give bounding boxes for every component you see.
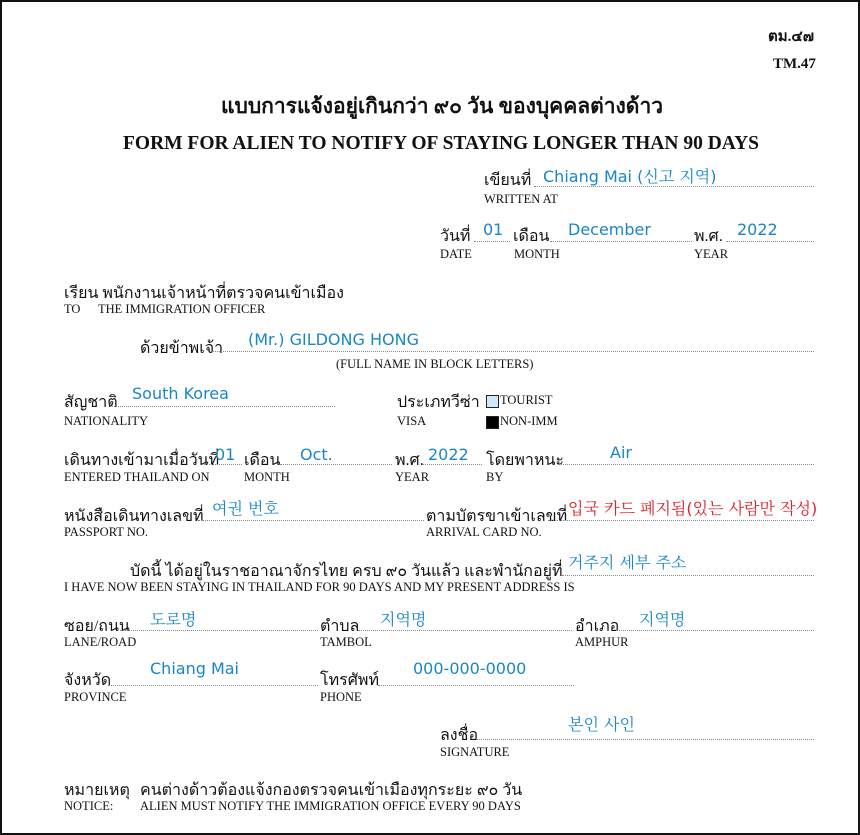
- date-label-th: วันที่: [440, 228, 471, 245]
- lane-road-line: [120, 630, 318, 631]
- address-statement-english: I HAVE NOW BEEN STAYING IN THAILAND FOR 90 DAYS AND MY PRESENT ADDRESS IS: [64, 580, 575, 594]
- address-field[interactable]: 거주지 세부 주소: [568, 553, 687, 572]
- full-name-field[interactable]: (Mr.) GILDONG HONG: [248, 330, 419, 349]
- entry-month-line: [280, 464, 392, 465]
- entry-by-field[interactable]: Air: [610, 443, 632, 462]
- phone-label-th: โทรศัพท์: [320, 672, 379, 689]
- lane-road-label-en: LANE/ROAD: [64, 635, 137, 649]
- date-month-field[interactable]: December: [568, 220, 651, 239]
- arrival-card-field[interactable]: 입국 카드 폐지됨(있는 사람만 작성): [568, 499, 818, 518]
- entry-year-label-th: พ.ศ.: [395, 452, 424, 469]
- visa-tourist-label: TOURIST: [500, 393, 553, 407]
- addressee-thai: เรียน พนักงานเจ้าหน้าที่ตรวจคนเข้าเมือง: [64, 285, 344, 302]
- signature-field[interactable]: 본인 사인: [568, 715, 635, 734]
- province-label-th: จังหวัด: [64, 672, 112, 689]
- arrival-card-label-en: ARRIVAL CARD NO.: [426, 525, 542, 539]
- entry-date-line: [204, 464, 242, 465]
- visa-label-en: VISA: [397, 414, 427, 428]
- entry-by-line: [558, 464, 814, 465]
- passport-line: [198, 520, 424, 521]
- signature-line: [476, 739, 814, 740]
- nationality-field[interactable]: South Korea: [132, 384, 229, 403]
- form-code-thai: ตม.๔๗: [768, 29, 815, 45]
- written-at-field[interactable]: Chiang Mai (신고 지역): [543, 167, 717, 186]
- passport-label-th: หนังสือเดินทางเลขที่: [64, 508, 204, 525]
- visa-nonimm-label: NON-IMM: [500, 414, 558, 428]
- notice-label-en: NOTICE:: [64, 799, 114, 813]
- province-field[interactable]: Chiang Mai: [150, 659, 239, 678]
- amphur-line: [616, 630, 814, 631]
- nationality-label-en: NATIONALITY: [64, 414, 149, 428]
- title-english: FORM FOR ALIEN TO NOTIFY OF STAYING LONGER THAN 90 DAYS: [122, 133, 760, 154]
- full-name-label-en: (FULL NAME IN BLOCK LETTERS): [336, 357, 534, 371]
- entry-date-label-th: เดินทางเข้ามาเมื่อวันที่: [64, 452, 220, 469]
- amphur-field[interactable]: 지역명: [639, 610, 686, 629]
- tambol-field[interactable]: 지역명: [380, 610, 427, 629]
- year-label-en: YEAR: [694, 247, 729, 261]
- entry-by-label-th: โดยพาหนะ: [486, 452, 564, 469]
- entry-month-label-th: เดือน: [244, 452, 281, 469]
- amphur-label-th: อำเภอ: [575, 618, 620, 635]
- year-label-th: พ.ศ.: [694, 228, 723, 245]
- date-year-line: [726, 241, 814, 242]
- phone-line: [378, 685, 574, 686]
- notice-label-th: หมายเหตุ: [64, 782, 130, 799]
- entry-year-field[interactable]: 2022: [428, 445, 469, 464]
- tambol-label-en: TAMBOL: [320, 635, 372, 649]
- province-label-en: PROVINCE: [64, 690, 127, 704]
- lane-road-field[interactable]: 도로명: [150, 610, 197, 629]
- entry-date-field[interactable]: 01: [215, 445, 236, 464]
- phone-label-en: PHONE: [320, 690, 362, 704]
- tambol-label-th: ตำบล: [320, 618, 360, 635]
- visa-label-th: ประเภทวีซ่า: [397, 394, 480, 411]
- phone-field[interactable]: 000-000-0000: [413, 659, 527, 678]
- addressee-to: TO: [64, 302, 81, 316]
- written-at-label-en: WRITTEN AT: [484, 192, 558, 206]
- entry-month-label-en: MONTH: [244, 470, 290, 484]
- month-label-en: MONTH: [514, 247, 560, 261]
- lane-road-label-th: ซอย/ถนน: [64, 618, 130, 635]
- nationality-line: [110, 406, 335, 407]
- full-name-line: [212, 351, 814, 352]
- passport-label-en: PASSPORT NO.: [64, 525, 149, 539]
- entry-year-label-en: YEAR: [395, 470, 430, 484]
- address-statement-thai: บัดนี้ ได้อยู่ในราชอาณาจักรไทย ครบ ๙๐ วันแล้ว และพำนักอยู่ที่: [130, 563, 563, 580]
- address-line: [562, 575, 814, 576]
- province-line: [108, 685, 318, 686]
- title-thai: แบบการแจ้งอยู่เกินกว่า ๙๐ วัน ของบุคคลต่างด้าว: [220, 94, 664, 118]
- passport-field[interactable]: 여권 번호: [212, 499, 279, 518]
- entry-month-field[interactable]: Oct.: [300, 445, 333, 464]
- nationality-label-th: สัญชาติ: [64, 394, 118, 411]
- entry-year-line: [422, 464, 482, 465]
- addressee-english: THE IMMIGRATION OFFICER: [98, 302, 266, 316]
- date-day-line: [474, 241, 510, 242]
- amphur-label-en: AMPHUR: [575, 635, 629, 649]
- tambol-line: [358, 630, 572, 631]
- signature-label-th: ลงชื่อ: [440, 727, 479, 744]
- date-month-line: [550, 241, 692, 242]
- notice-text-th: คนต่างด้าวต้องแจ้งกองตรวจคนเข้าเมืองทุกระยะ ๙๐ วัน: [140, 782, 523, 799]
- visa-nonimm-checkbox[interactable]: [486, 416, 499, 429]
- date-label-en: DATE: [440, 247, 472, 261]
- written-at-label-th: เขียนที่: [484, 172, 532, 189]
- full-name-label-th: ด้วยข้าพเจ้า: [140, 340, 224, 357]
- arrival-card-line: [548, 520, 814, 521]
- signature-label-en: SIGNATURE: [440, 745, 510, 759]
- date-year-field[interactable]: 2022: [737, 220, 778, 239]
- date-day-field[interactable]: 01: [483, 220, 504, 239]
- notice-text-en: ALIEN MUST NOTIFY THE IMMIGRATION OFFICE EVERY 90 DAYS: [140, 799, 521, 813]
- form-code-english: TM.47: [773, 56, 816, 72]
- arrival-card-label-th: ตามบัตรขาเข้าเลขที่: [426, 508, 568, 525]
- entry-by-label-en: BY: [486, 470, 504, 484]
- month-label-th: เดือน: [513, 228, 550, 245]
- entry-date-label-en: ENTERED THAILAND ON: [64, 470, 210, 484]
- visa-tourist-checkbox[interactable]: [486, 395, 499, 408]
